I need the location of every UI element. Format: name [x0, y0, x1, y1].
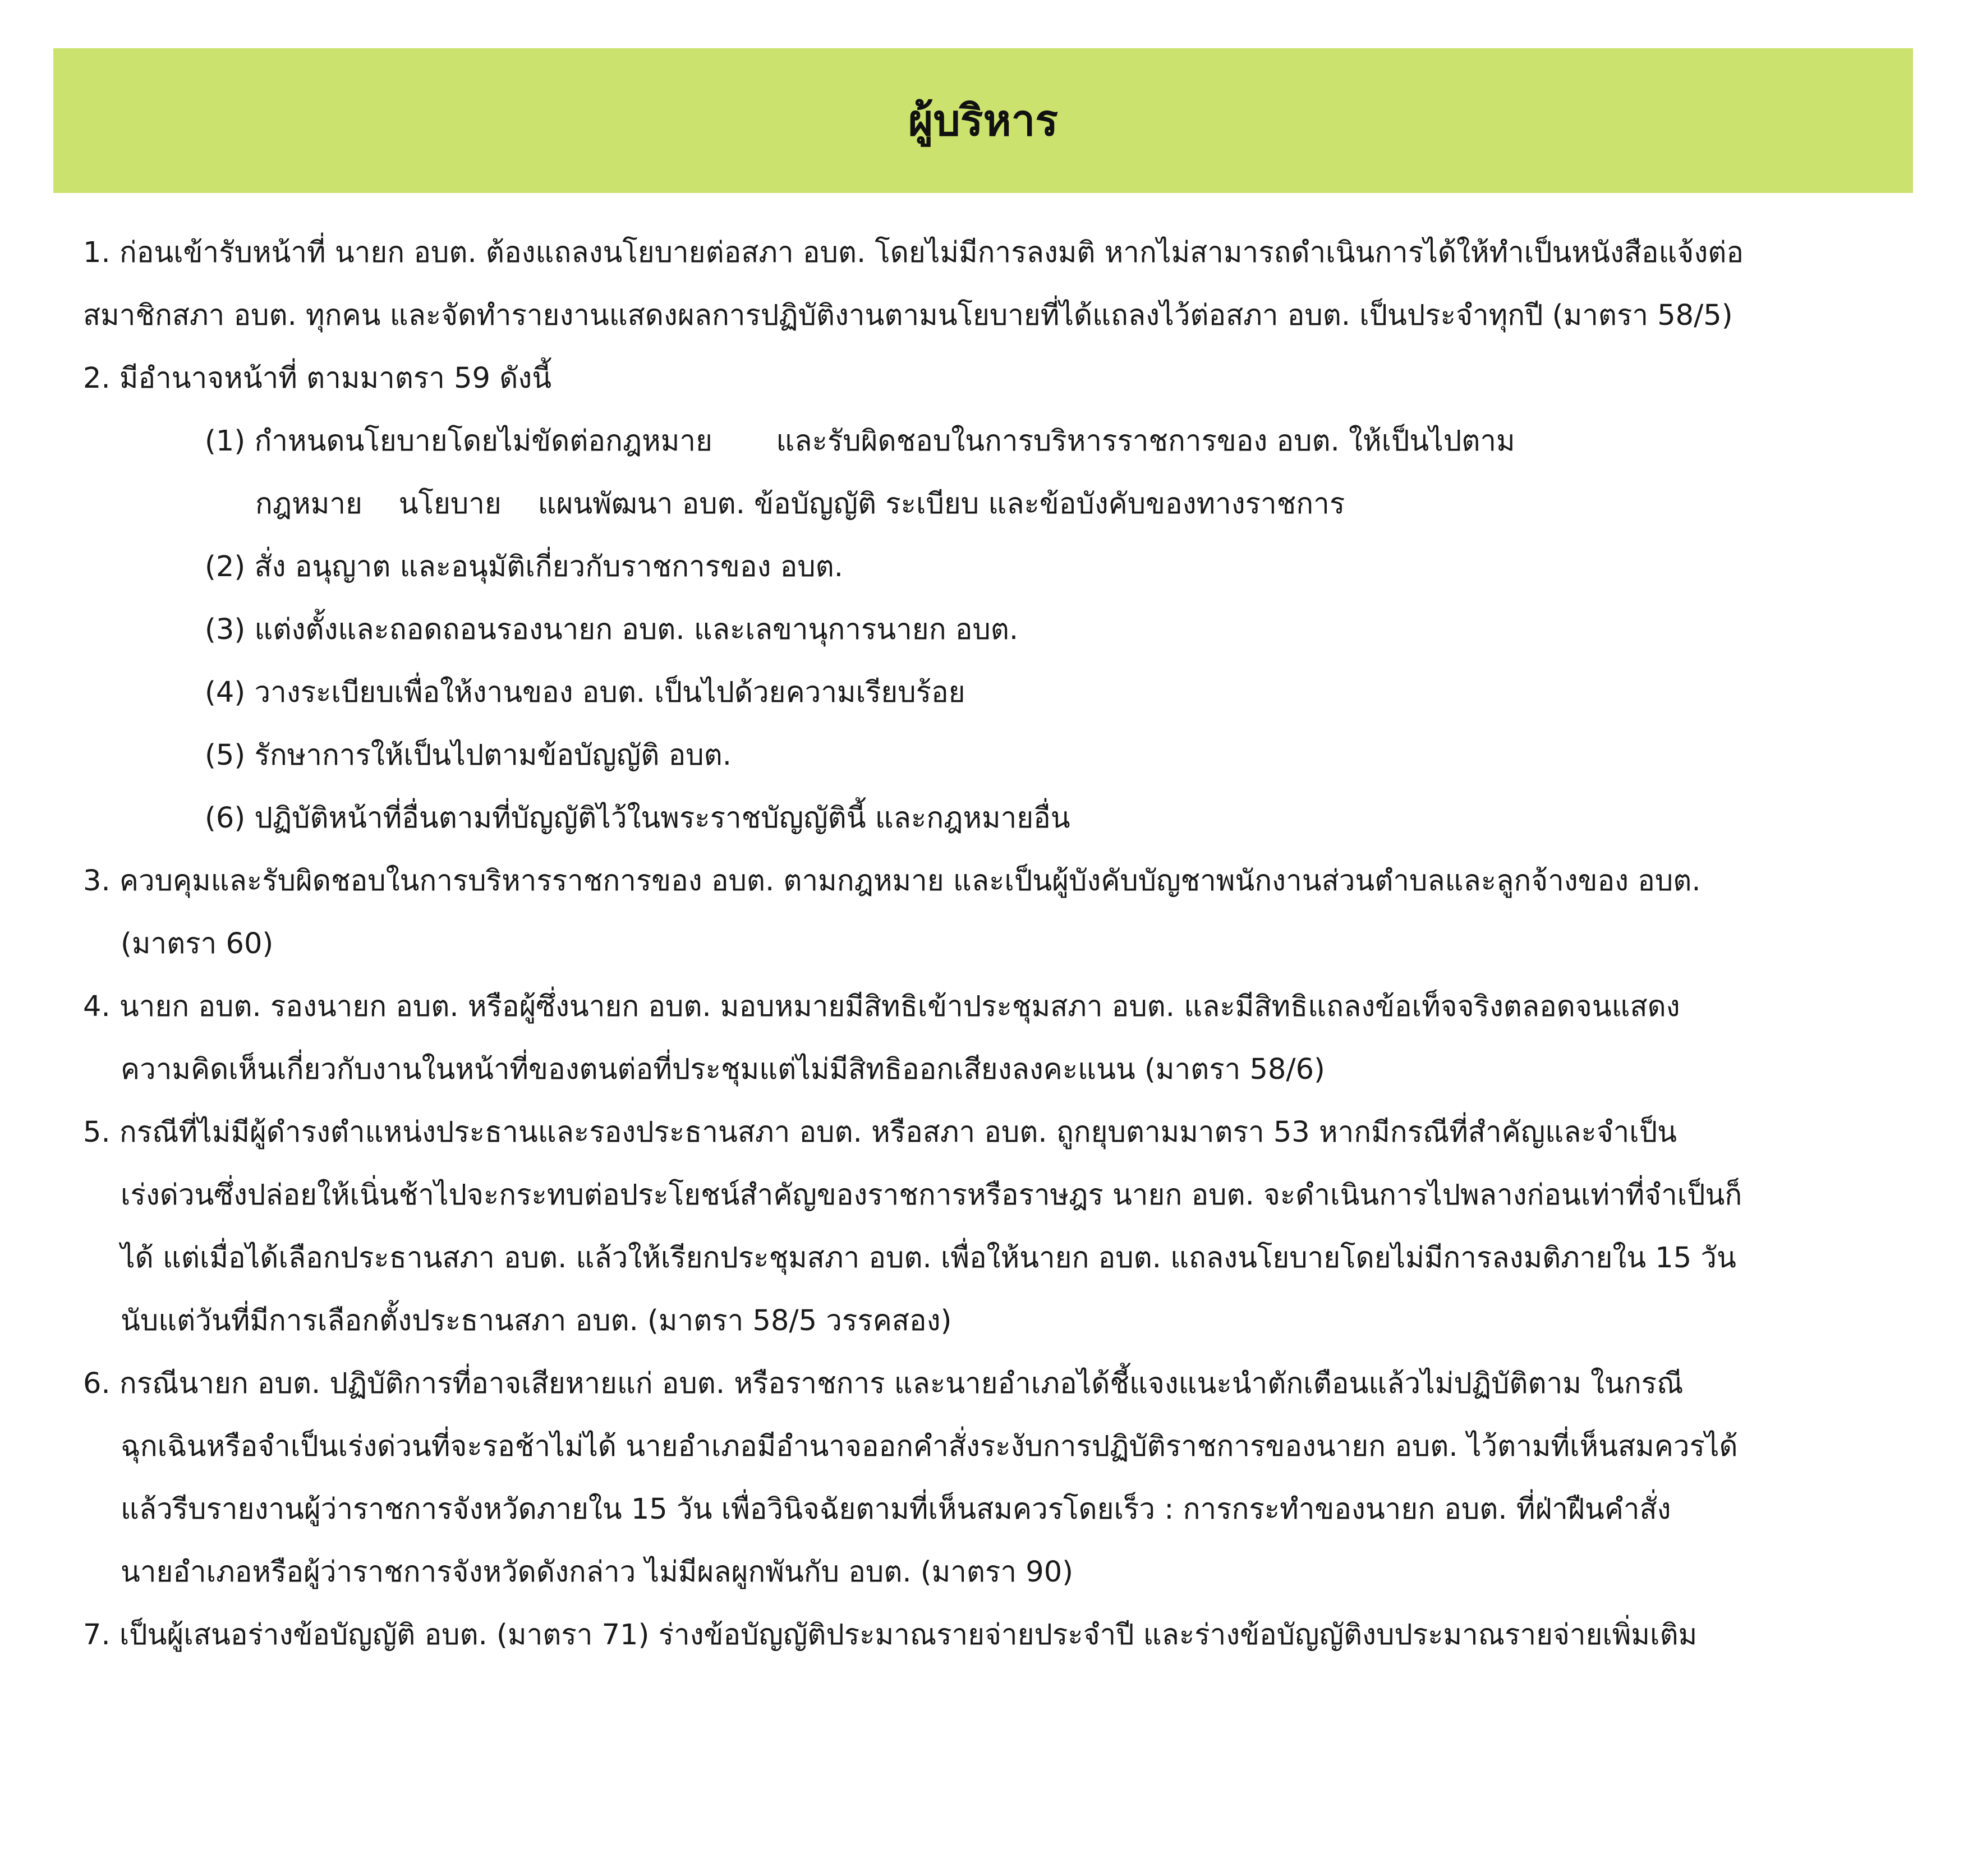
sub-item — [83, 599, 1895, 661]
item-line: 1. ก่อนเข้ารับหน้าที่ นายก อบต. ต้องแถลงนโยบายต่อสภา อบต. โดยไม่มีการลงมติ หากไม่สามารถดำเนินการได้ให้ทำเป็นหนังสือแจ้งต่อ — [83, 236, 1744, 269]
list-item — [83, 222, 1895, 347]
item-line: นายอำเภอหรือผู้ว่าราชการจังหวัดดังกล่าว ไม่มีผลผูกพันกับ อบต. (มาตรา 90) — [121, 1556, 1074, 1589]
sub-item-line: (2) สั่ง อนุญาต และอนุมัติเกี่ยวกับราชการของ อบต. — [205, 550, 843, 583]
sub-item — [83, 724, 1895, 787]
sub-item — [83, 410, 1895, 536]
item-line: 6. กรณีนายก อบต. ปฏิบัติการที่อาจเสียหายแก่ อบต. หรือราชการ และนายอำเภอได้ชี้แจงแนะนำตักเตือนแล้วไม่ปฏิบัติตาม ในกรณี — [83, 1367, 1684, 1400]
sub-item — [83, 787, 1895, 850]
sub-item-line: (3) แต่งตั้งและถอดถอนรองนายก อบต. และเลขานุการนายก อบต. — [205, 613, 1019, 646]
item-line: ได้ แต่เมื่อได้เลือกประธานสภา อบต. แล้วให้เรียกประชุมสภา อบต. เพื่อให้นายก อบต. แถลงนโยบายโดยไม่มีการลงมติภายใน 15 วัน — [121, 1242, 1736, 1275]
list-item — [83, 850, 1895, 976]
item-line: นับแต่วันที่มีการเลือกตั้งประธานสภา อบต. (มาตรา 58/5 วรรคสอง) — [121, 1304, 952, 1337]
item-line: สมาชิกสภา อบต. ทุกคน และจัดทำรายงานแสดงผลการปฏิบัติงานตามนโยบายที่ได้แถลงไว้ต่อสภา อบต. เป็นประจำทุกปี (มาตรา 58/5) — [83, 299, 1733, 332]
item-line: ความคิดเห็นเกี่ยวกับงานในหน้าที่ของตนต่อที่ประชุมแต่ไม่มีสิทธิออกเสียงลงคะแนน (มาตรา 58/6) — [121, 1053, 1325, 1086]
sub-item-line: (5) รักษาการให้เป็นไปตามข้อบัญญัติ อบต. — [205, 739, 732, 772]
item-line: 7. เป็นผู้เสนอร่างข้อบัญญัติ อบต. (มาตรา 71) ร่างข้อบัญญัติประมาณรายจ่ายประจำปี และร่างข้อบัญญัติงบประมาณรายจ่ายเพิ่มเติม — [83, 1618, 1698, 1652]
list-item — [83, 976, 1895, 1101]
item-line: 5. กรณีที่ไม่มีผู้ดำรงตำแหน่งประธานและรองประธานสภา อบต. หรือสภา อบต. ถูกยุบตามมาตรา 53 หากมีกรณีที่สำคัญและจำเป็น — [83, 1116, 1677, 1149]
header-banner — [53, 48, 1913, 193]
list-item — [83, 1353, 1895, 1604]
item-line: ฉุกเฉินหรือจำเป็นเร่งด่วนที่จะรอช้าไม่ได้ นายอำเภอมีอำนาจออกคำสั่งระงับการปฏิบัติราชการของนายก อบต. ไว้ตามที่เห็นสมควรได้ — [121, 1430, 1738, 1463]
sub-item-line: (1) กำหนดนโยบายโดยไม่ขัดต่อกฎหมาย และรับผิดชอบในการบริหารราชการของ อบต. ให้เป็นไปตาม — [205, 425, 1515, 458]
sub-item-line: กฎหมาย นโยบาย แผนพัฒนา อบต. ข้อบัญญัติ ระเบียบ และข้อบังคับของทางราชการ — [255, 488, 1345, 521]
item-line: 3. ควบคุมและรับผิดชอบในการบริหารราชการของ อบต. ตามกฎหมาย และเป็นผู้บังคับบัญชาพนักงานส่วนตำบลและลูกจ้างของ อบต. — [83, 865, 1701, 898]
list-item — [83, 1604, 1895, 1667]
sub-item-line: (6) ปฏิบัติหน้าที่อื่นตามที่บัญญัติไว้ในพระราชบัญญัตินี้ และกฎหมายอื่น — [205, 802, 1070, 835]
page-title: ผู้บริหาร — [908, 95, 1059, 145]
sub-item — [83, 661, 1895, 724]
item-line: 2. มีอำนาจหน้าที่ ตามมาตรา 59 ดังนี้ — [83, 362, 552, 395]
sub-item — [83, 536, 1895, 599]
item-line: แล้วรีบรายงานผู้ว่าราชการจังหวัดภายใน 15 วัน เพื่อวินิจฉัยตามที่เห็นสมควรโดยเร็ว : การกระทำของนายก อบต. ที่ฝ่าฝืนคำสั่ง — [121, 1493, 1671, 1526]
item-line: 4. นายก อบต. รองนายก อบต. หรือผู้ซึ่งนายก อบต. มอบหมายมีสิทธิเข้าประชุมสภา อบต. และมีสิทธิแถลงข้อเท็จจริงตลอดจนแสดง — [83, 990, 1680, 1023]
list-item — [83, 347, 1895, 850]
list-item — [83, 1101, 1895, 1353]
item-line: (มาตรา 60) — [121, 927, 274, 960]
sub-item-line: (4) วางระเบียบเพื่อให้งานของ อบต. เป็นไปด้วยความเรียบร้อย — [205, 676, 965, 709]
document-body — [83, 222, 1895, 1667]
item-line: เร่งด่วนซึ่งปล่อยให้เนิ่นช้าไปจะกระทบต่อประโยชน์สำคัญของราชการหรือราษฎร นายก อบต. จะดำเนินการไปพลางก่อนเท่าที่จำเป็นก็ — [121, 1179, 1742, 1212]
